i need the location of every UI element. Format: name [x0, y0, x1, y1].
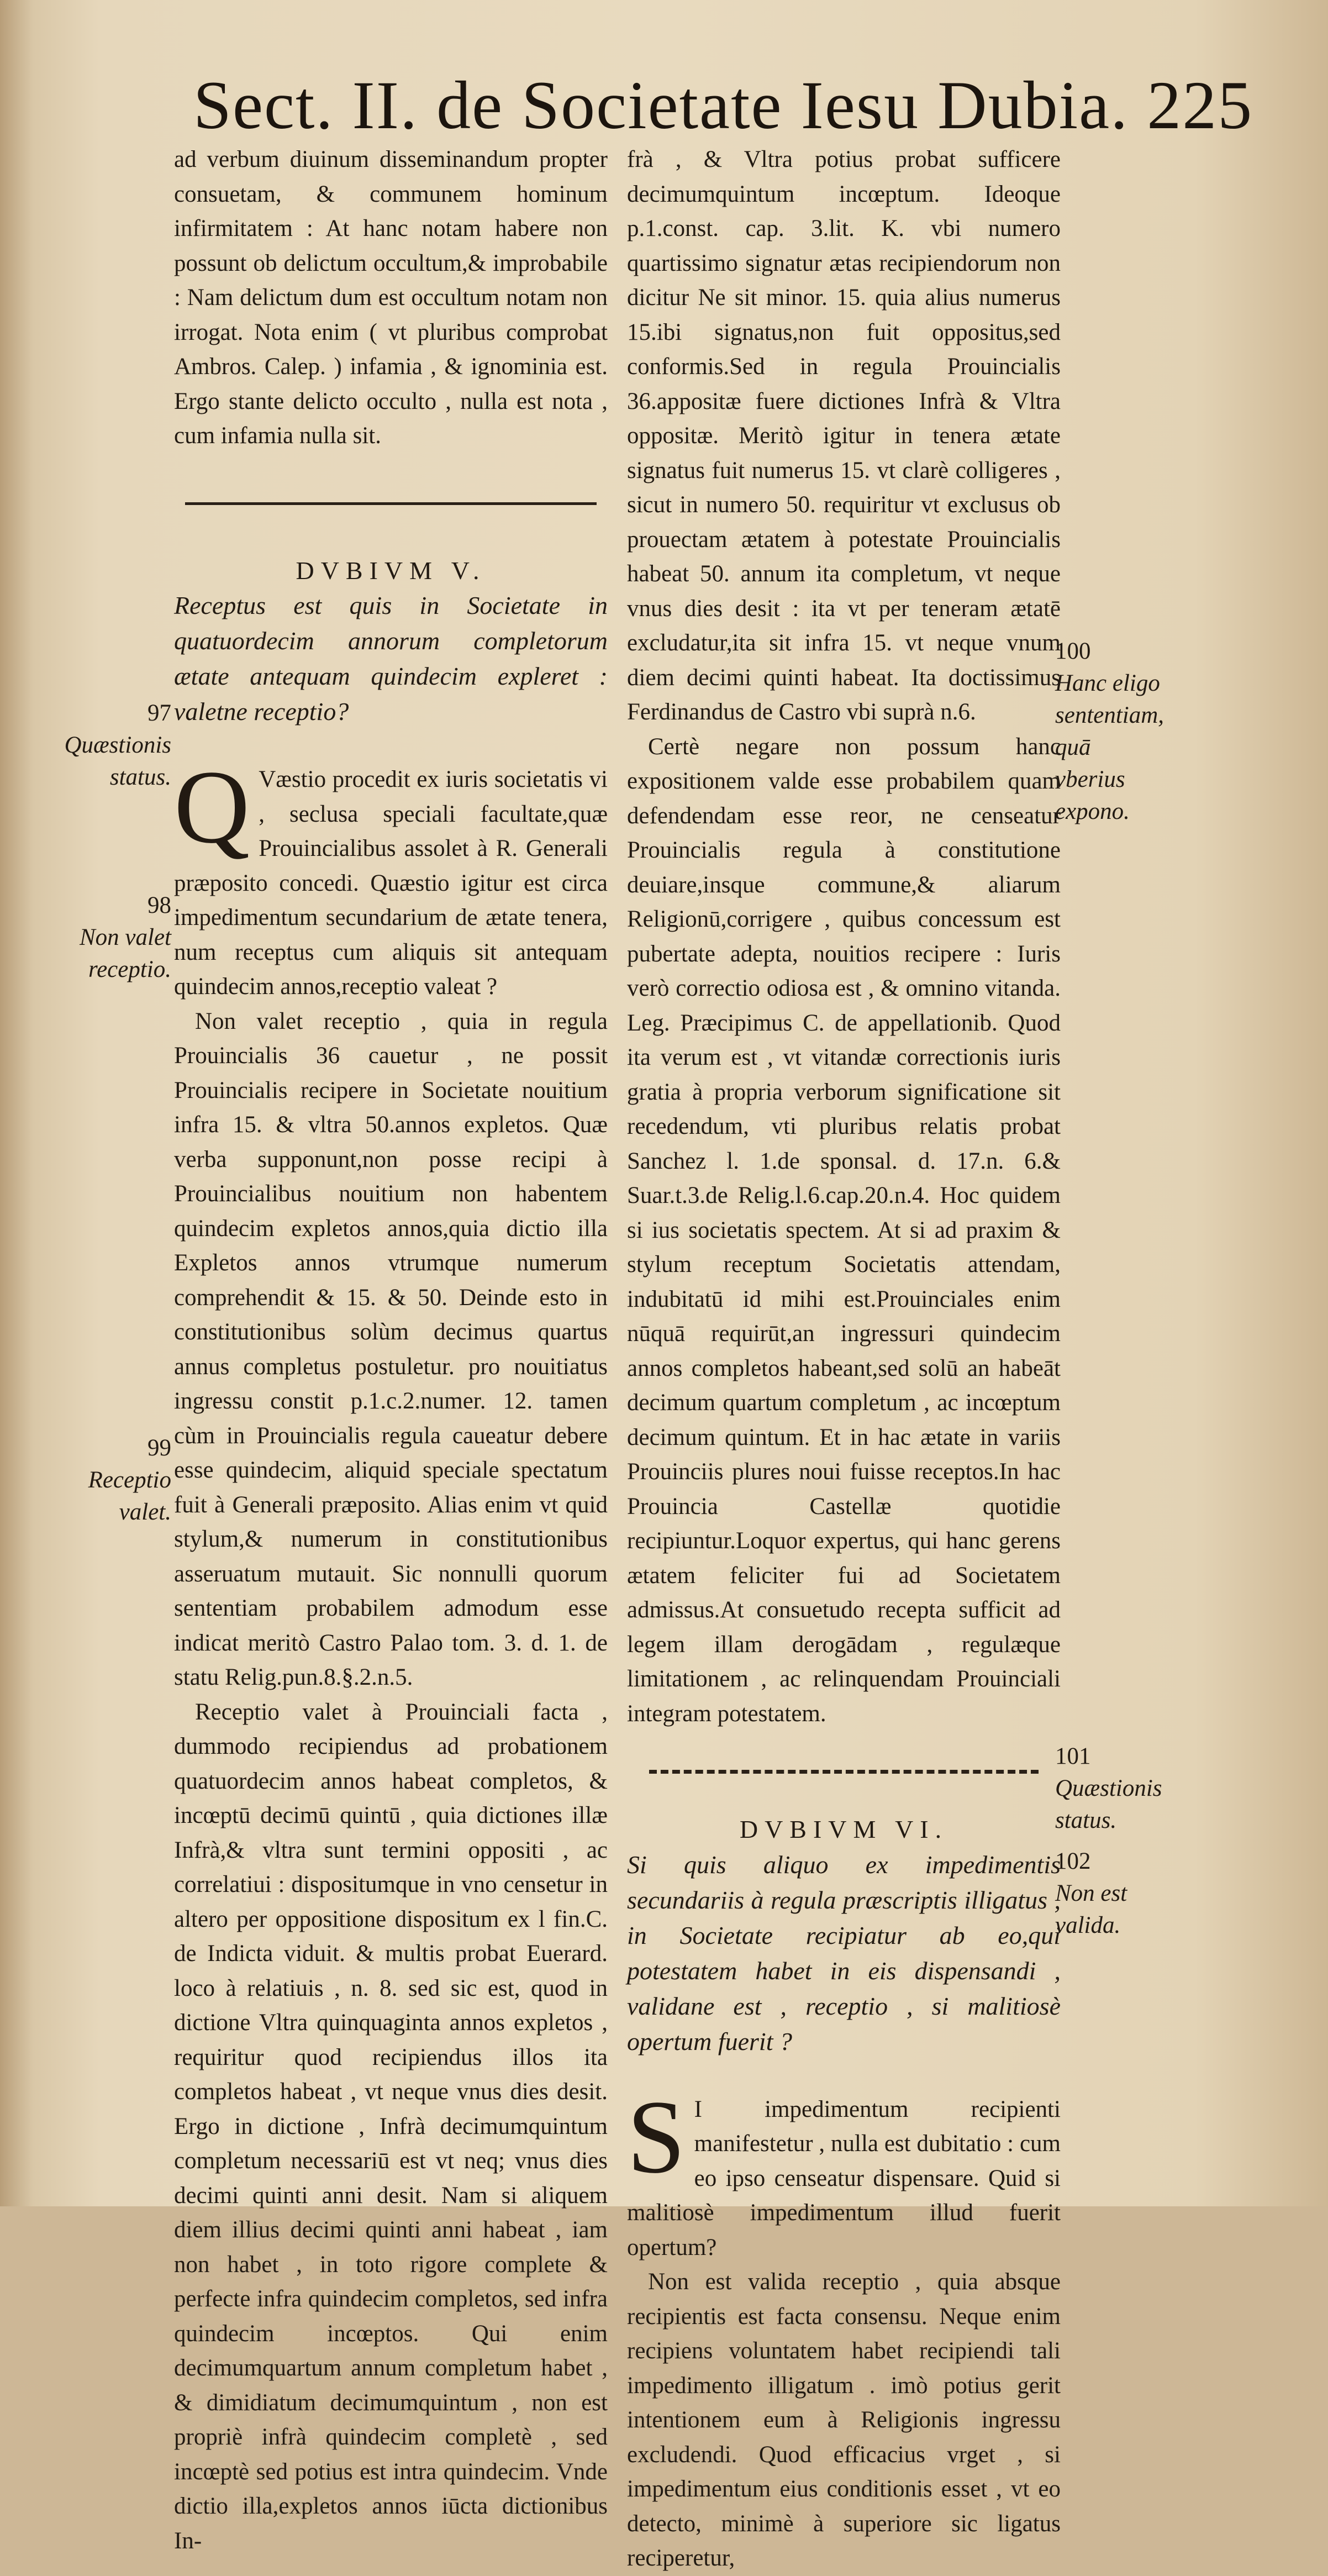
- paragraph-receptio-valet: Receptio valet à Prouinciali facta , dummodo recipiendus ad probationem quatuordecim annos habeat completos, & incœptū decimū quintū , quia dictiones illæ Infrà,& vltra sunt termini oppositi , ac correlatiui : dispositumque in vno censetur in altero per oppositione dispositum ex l fin.C. de Indicta viduit. & multis probat Euerard. loco à relatiuis , n. 8. sed sic est, quod in dictione Vltra quinquaginta annos expletos , requiritur quod recipiendus illos ita completos habeat , vt neque vnus dies desit. Ergo in dictione , Infrà decimumquintum completum necessariū est vt neq; vnus dies decimi quinti anni desit. Nam si aliquem diem illius decimi quinti anni habeat , iam non habet , in toto rigore complete & perfecte infra quindecim completos, sed infra quindecim incœptos. Qui enim decimumquartum annum completum habet , & dimidiatum decimumquintum , non est propriè infrà quindecim completè , sed incœptè sed potius est intra quindecim. Vnde dictio illa,expletos annos iūcta dictionibus In-: [174, 1699, 608, 2554]
- section-divider-dashed: [649, 1770, 1039, 1774]
- margin-note-text: Receptio valet.: [88, 1467, 171, 1525]
- margin-note-number: 99: [147, 1435, 171, 1461]
- drop-initial: S: [627, 2079, 686, 2195]
- margin-note-number: 102: [1055, 1848, 1091, 1874]
- dubium-heading: DVBIVM V.: [296, 556, 486, 585]
- margin-note-101: [1055, 1741, 1166, 1837]
- margin-note-number: 97: [147, 700, 171, 726]
- paragraph-continued: frà , & Vltra potius probat sufficere decimumquintum incœptum. Ideoque p.1.const. cap. 3.lit. K. vbi numero quartissimo signatur ætas recipiendorum non dicitur Ne sit minor. 15. quia alius numerus 15.ibi signatus,non fuit oppositus,sed conformis.Sed in regula Prouincialis 36.appositæ fuere dictiones Infrà & Vltra oppositæ. Meritò igitur in tenera ætate signatus fuit numerus 15. vt clarè colligeres , sicut in numero 50. requiritur vt exclusus ob prouectam ætatem à potestate Prouincialis habeat 50. annum ita completum, vt neque vnus dies desit : ita vt per teneram ætatē excludatur,ita sit infra 15. vt neque vnum diem decimi quinti habeat. Ita doctissimus Ferdinandus de Castro vbi suprà n.6.: [627, 146, 1061, 725]
- margin-note-number: 101: [1055, 1743, 1091, 1769]
- margin-note-100: [1055, 635, 1166, 828]
- paragraph-status: [174, 749, 608, 1005]
- paragraph-intro: ad verbum diuinum disseminandum propter consuetam, & communem hominum infirmitatem : At hanc notam habere non possunt ob delictum occultum,& improbabile : Nam delictum dum est occultum notam non irrogat. Nota enim ( vt pluribus comprobat Ambros. Calep. ) infamia , & ignominia est. Ergo stante delicto occulto , nulla est nota , cum infamia nulla sit.: [174, 146, 608, 449]
- margin-note-text: Quæstionis status.: [64, 732, 171, 790]
- paragraph-status-text: I impedimentum recipienti manifestetur , nulla est dubitatio : cum eo ipso censeatur dispensare. Quid si malitiosè impedimentum illud fuerit opertum?: [627, 2096, 1061, 2260]
- drop-initial: Q: [174, 749, 250, 865]
- paragraph-certe: Certè negare non possum hanc expositionem valde esse probabilem quam defendendam esse reor, ne censeatur Prouincialis regula à constitutione deuiare,insque commune,& aliarum Religionū,corrigere , quibus concessum est pubertate adepta, nouitios recipere : Iuris verò correctio odiosa est , & omnino vitanda. Leg. Præcipimus C. de appellationib. Quod ita verum est , vt vitandæ correctionis iuris gratia à propria verborum significatione sit recedendum, vti pluribus relatis probat Sanchez l. 1.de sponsal. d. 17.n. 6.& Suar.t.3.de Relig.l.6.cap.20.n.4. Hoc quidem si ius societatis spectem. At si ad praxim & stylum receptum Societatis attendam, indubitatū id mihi est.Prouinciales enim nūquā requirūt,an ingressuri quindecim annos completos habeant,sed solū an habeāt decimum quartum completum , ac incœptum decimum quintum. Et in hac ætate in variis Prouinciis plures noui fuisse receptos.In hac Prouincia Castellæ quotidie recipiuntur.Loquor expertus, qui hanc gerens ætatem feliciter fui ad Societatem admissus.At consuetudo recepta sufficit ad legem illam derogādam , regulæque limitationem , ac relinquendam Prouinciali integram potestatem.: [627, 733, 1061, 1727]
- margin-note-97: [44, 697, 171, 793]
- page-header: Sect. II. de Societate Iesu Dubia. 225: [193, 67, 1253, 143]
- margin-note-98: [44, 890, 171, 986]
- question-text: Si quis aliquo ex impedimentis secundariis à regula præscriptis illigatus , in Societate recipiatur ab eo,qui potestatem habet in eis dispensandi , validane est , receptio , si malitiosè opertum fuerit ?: [627, 1850, 1061, 2055]
- paragraph-non-valet: Non valet receptio , quia in regula Prouincialis 36 cauetur , ne possit Prouincialis recipere in Societate nouitium infra 15. & vltra 50.annos expletos. Quæ verba supponunt,non posse recipi à Prouincialibus nouitium non habentem quindecim expletos annos,quia dictio illa Expletos annos vtrumque numerum comprehendit & 15. & 50. Deinde esto in constitutionibus solùm decimus quartus annus completus postuletur. pro nouitiatus ingressu constit p.1.c.2.numer. 12. tamen cùm in Prouincialis regula caueatur debere esse quindecim, aliquid speciale spectatum fuit à Generali præposito. Alias enim vt quid stylum,& numerum in constitutionibus asseruatum mutauit. Sic nonnulli quorum sententiam probabilem admodum esse indicat meritò Castro Palao tom. 3. d. 1. de statu Relig.pun.8.§.2.n.5.: [174, 1008, 608, 1690]
- paragraph-status-text: Væstio procedit ex iuris societatis vi , seclusa speciali facultate,quæ Prouincialibus assolet à R. Generali præposito concedi. Quæstio igitur est circa impedimentum secundarium de ætate tenera, num receptus cum aliquis sit antequam quindecim annos,receptio valeat ?: [174, 766, 608, 1000]
- margin-note-text: Non est valida.: [1055, 1880, 1127, 1938]
- paragraph-status: [627, 2079, 1061, 2265]
- right-column: [627, 143, 1061, 2576]
- margin-note-text: Quæstionis status.: [1055, 1775, 1162, 1833]
- margin-note-number: 98: [147, 892, 171, 918]
- dubium-heading: DVBIVM VI.: [739, 1815, 948, 1843]
- margin-note-text: Hanc eligo sententiam, quā vberius expono.: [1055, 670, 1164, 824]
- margin-note-99: [44, 1432, 171, 1528]
- question-text: Receptus est quis in Societate in quatuordecim annorum completorum ætate antequam quindecim expleret : valetne receptio?: [174, 591, 608, 726]
- paragraph-non-valida: Non est valida receptio , quia absque recipientis est facta consensu. Neque enim recipiens voluntatem habet recipiendi tali impedimento illigatum . imò potius gerit intentionem eum à Religionis ingressu excludendi. Quod efficacius vrget , si impedimentum eius conditionis esset , vt eo detecto, minimè à superiore sic ligatus reciperetur,: [627, 2269, 1061, 2571]
- left-column: [174, 143, 608, 2558]
- margin-note-102: [1055, 1846, 1166, 1942]
- section-divider: [185, 502, 597, 505]
- margin-note-text: Non valet receptio.: [80, 924, 171, 982]
- margin-note-number: 100: [1055, 638, 1091, 664]
